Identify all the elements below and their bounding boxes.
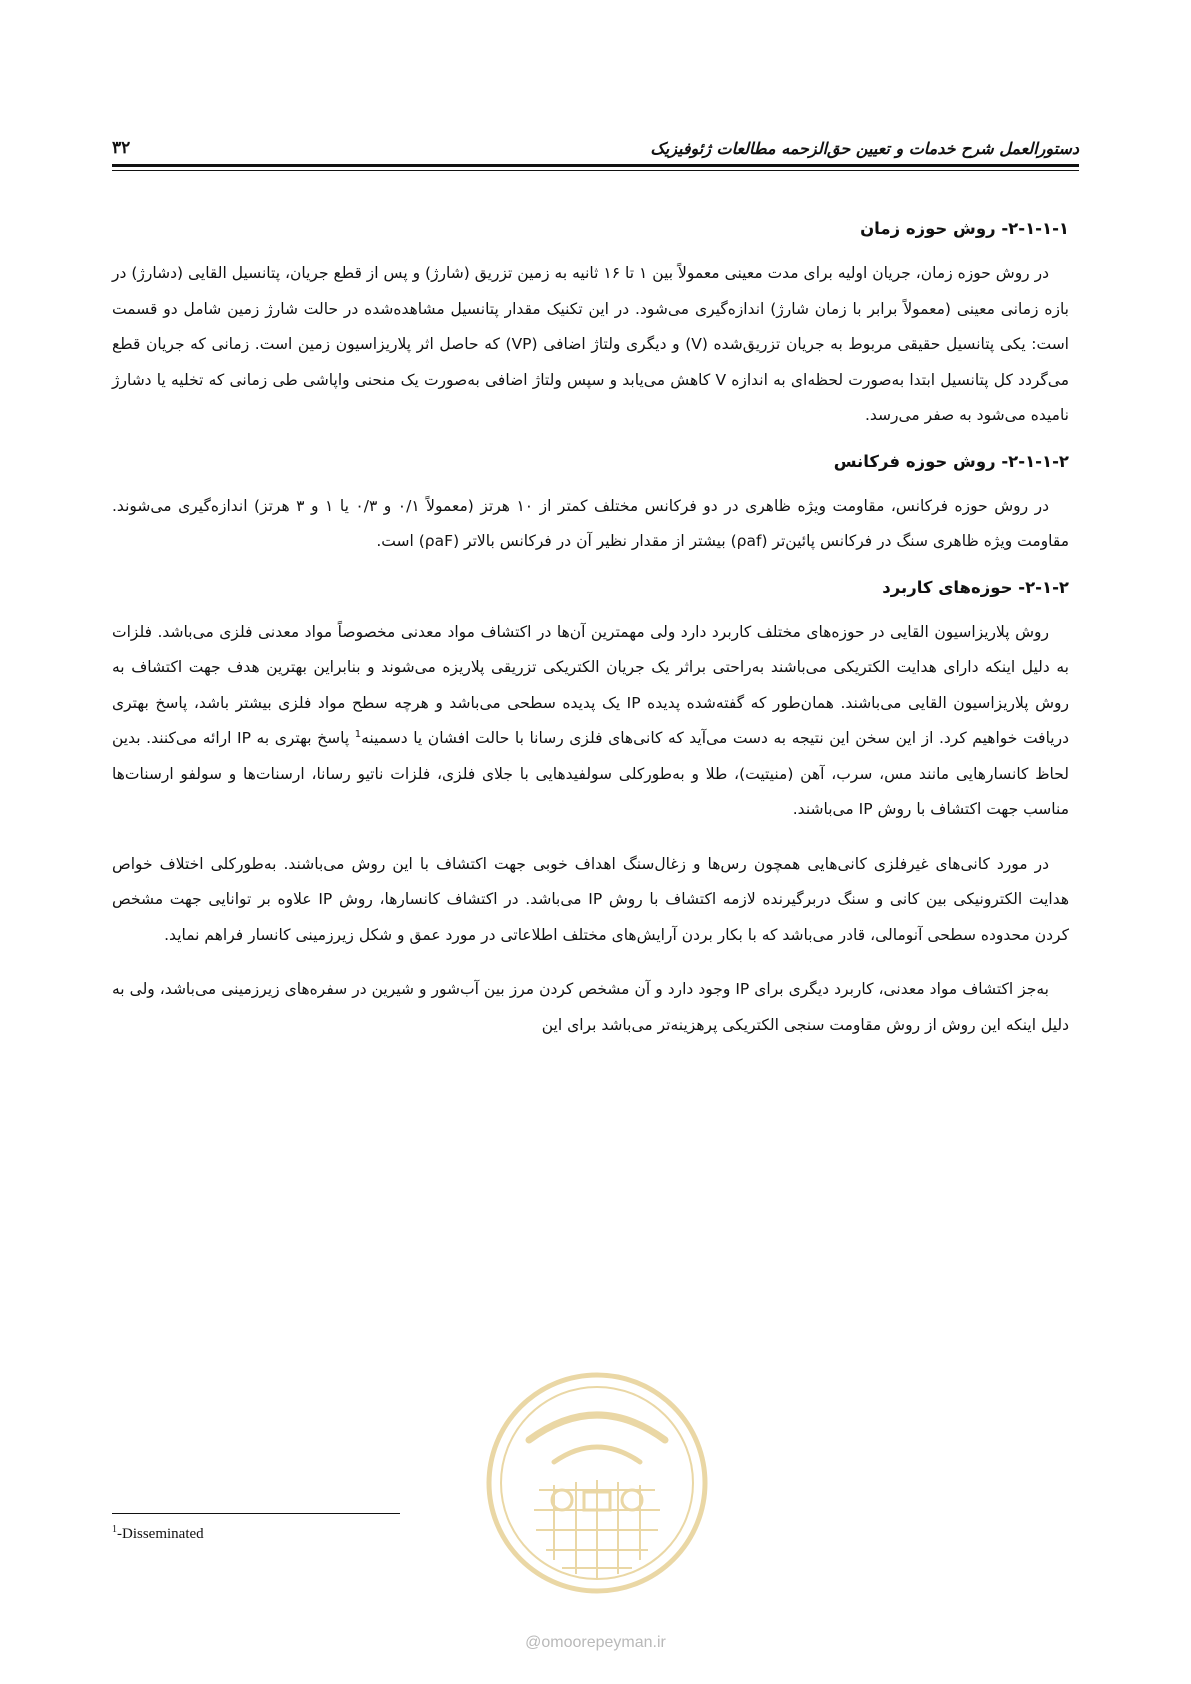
footnote (112, 1524, 204, 1543)
paragraph-applications-1-text: روش پلاریزاسیون القایی در حوزه‌های مختلف کاربرد دارد ولی مهمترین آن‌ها در اکتشاف مواد معدنی مخصوصاً مواد معدنی فلزی می‌باشد. فلزات به دلیل اینکه دارای هدایت الکتریکی می‌باشند به‌راحتی براثر یک جریان الکتریکی تزریقی پلاریزه می‌شوند و بنابراین بهترین هدف جهت اکتشاف به روش پلاریزاسیون القایی می‌باشند. همان‌طور که گفته‌شده پدیده IP یک پدیده سطحی می‌باشد و هرچه سطح مواد فلزی بیشتر باشد، پاسخ بهتری دریافت خواهیم کرد. از این سخن این نتیجه به دست می‌آید که کانی‌های فلزی رسانا با حالت افشان یا دسمینه (112, 622, 1070, 747)
footnote-rule (112, 1513, 400, 1514)
section-heading-applications: ۲-۱-۲- حوزه‌های کاربرد (882, 577, 1069, 597)
paragraph-frequency-domain: در روش حوزه فرکانس، مقاومت ویژه ظاهری در دو فرکانس مختلف کمتر از ۱۰ هرتز (معمولاً ۰/۱ و ۰/۳ یا ۱ و ۳ هرتز) اندازه‌گیری می‌شوند. مقاومت ویژه ظاهری سنگ در فرکانس پائین‌تر (ρaf) بیشتر از مقدار نظیر آن در فرکانس بالاتر (ρaF) است. (112, 496, 1069, 550)
footnote-text: -Disseminated (117, 1526, 204, 1542)
page-number: ۳۲ (112, 138, 131, 158)
paragraph-applications-2: در مورد کانی‌های غیرفلزی کانی‌هایی همچون رس‌ها و زغال‌سنگ اهداف خوبی جهت اکتشاف با این روش می‌باشند. به‌طورکلی اختلاف خواص هدایت الکترونیکی بین کانی و سنگ دربرگیرنده لازمه اکتشاف با روش IP می‌باشد. در اکتشاف کانسارها، روش IP علاوه بر توانایی جهت مشخص کردن محدوده سطحی آنومالی، قادر می‌باشد که با بکار بردن آرایش‌های مختلف اطلاعاتی در مورد عمق و شکل زیرزمینی کانسار فراهم نماید. (112, 854, 1070, 944)
page-body (112, 214, 1069, 1056)
paragraph-time-domain: در روش حوزه زمان، جریان اولیه برای مدت معینی معمولاً بین ۱ تا ۱۶ ثانیه به زمین تزریق (شارژ) و پس از قطع جریان، پتانسیل القایی (دشارژ) در بازه زمانی معینی (معمولاً برابر با زمان شارژ) اندازه‌گیری می‌شود. در این تکنیک مقدار پتانسیل مشاهده‌شده در حالت شارژ زمین شامل دو قسمت است: یکی پتانسیل حقیقی مربوط به جریان تزریق‌شده (V) و دیگری ولتاژ اضافی (VP) که حاصل اثر پلاریزاسیون زمین است. زمانی که جریان قطع می‌گردد کل پتانسیل ابتدا به‌صورت لحظه‌ای به اندازه V کاهش می‌یابد و سپس ولتاژ اضافی به‌صورت یک منحنی واپاشی طی زمانی که تخلیه یا دشارژ نامیده می‌شود به صفر می‌رسد. (112, 264, 1070, 424)
section-heading-frequency-domain: ۲-۱-۱-۲- روش حوزه فرکانس (833, 451, 1069, 471)
header-rule-thin (112, 170, 1079, 171)
footnote-marker: 1 (112, 1524, 117, 1535)
paragraph-applications-3: به‌جز اکتشاف مواد معدنی، کاربرد دیگری برای IP وجود دارد و آن مشخص کردن مرز بین آب‌شور و شیرین در سفره‌های زیرزمینی می‌باشد، ولی به دلیل اینکه این روش از روش مقاومت سنجی الکتریکی پرهزینه‌تر می‌باشد برای این (112, 980, 1069, 1034)
document-title: دستورالعمل شرح خدمات و تعیین حق‌الزحمه مطالعات ژئوفیزیک (650, 139, 1079, 158)
publisher-seal-watermark (484, 1370, 710, 1596)
header-rule-thick (112, 164, 1079, 167)
page-header (112, 128, 1079, 158)
footnote-reference[interactable]: 1 (354, 728, 362, 740)
paragraph-applications-1-continuation: پاسخ بهتری به IP ارائه می‌کنند. بدین لحاظ کانسارهایی مانند مس، سرب، آهن (منیتیت)، طلا و به‌طورکلی سولفیدهایی با جلای فلزی، فلزات ناتیو رسانا، ارسنات‌ها و سولفو ارسنات‌ها مناسب جهت اکتشاف با روش IP می‌باشند. (112, 729, 1069, 818)
watermark-site: @omoorepeyman.ir (525, 1634, 666, 1651)
paragraph-applications-1 (112, 615, 1069, 828)
section-heading-time-domain: ۲-۱-۱-۱- روش حوزه زمان (860, 219, 1069, 238)
